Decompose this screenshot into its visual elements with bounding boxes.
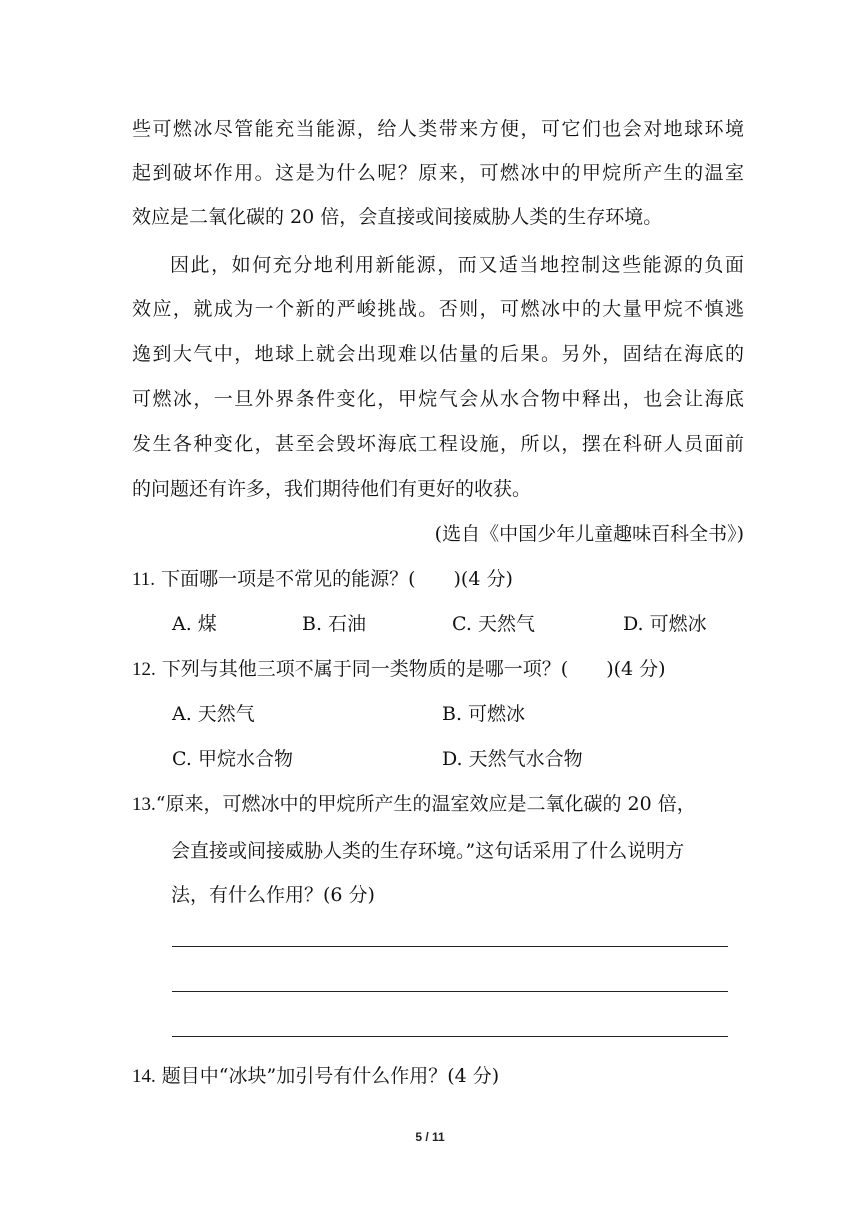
option-c[interactable]: C. 天然气 xyxy=(452,613,535,635)
option-d[interactable]: D. 天然气水合物 xyxy=(442,748,583,770)
question-13 xyxy=(132,792,696,817)
answer-line[interactable] xyxy=(172,1036,728,1037)
passage-line: 效应是二氧化碳的 20 倍，会直接或间接威胁人类的生存环境。 xyxy=(132,206,663,228)
option-b[interactable]: B. 石油 xyxy=(302,613,367,635)
question-text-continued: 会直接或间接威胁人类的生存环境。”这句话采用了什么说明方 xyxy=(171,840,685,862)
question-14 xyxy=(132,1064,499,1089)
question-text: 下面哪一项是不常见的能源？( xyxy=(161,568,416,590)
page-number: 5 / 11 xyxy=(415,1130,445,1144)
question-points: )(4 分) xyxy=(453,568,513,590)
question-number: 11. xyxy=(132,569,156,590)
question-number: 12. xyxy=(132,659,156,680)
passage-source: (选自《中国少年儿童趣味百科全书》) xyxy=(434,523,744,545)
option-a[interactable]: A. 天然气 xyxy=(172,703,255,725)
passage-line: 可燃冰，一旦外界条件变化，甲烷气会从水合物中释出，也会让海底 xyxy=(132,388,744,410)
question-text-continued: 法，有什么作用？(6 分) xyxy=(171,884,375,906)
question-number: 14. xyxy=(132,1066,156,1087)
question-points: )(4 分) xyxy=(606,658,666,680)
passage-line: 起到破坏作用。这是为什么呢？原来，可燃冰中的甲烷所产生的温室 xyxy=(132,162,744,184)
question-text: 下列与其他三项不属于同一类物质的是哪一项？( xyxy=(161,658,569,680)
passage-line: 逸到大气中，地球上就会出现难以估量的后果。另外，固结在海底的 xyxy=(132,343,744,365)
passage-line: 些可燃冰尽管能充当能源，给人类带来方便，可它们也会对地球环境 xyxy=(132,118,744,140)
question-12 xyxy=(132,657,666,682)
question-number: 13. xyxy=(132,794,156,815)
option-c[interactable]: C. 甲烷水合物 xyxy=(172,748,293,770)
option-d[interactable]: D. 可燃冰 xyxy=(623,613,707,635)
passage-line: 发生各种变化，甚至会毁坏海底工程设施，所以，摆在科研人员面前 xyxy=(132,433,744,455)
option-b[interactable]: B. 可燃冰 xyxy=(442,703,526,725)
option-a[interactable]: A. 煤 xyxy=(172,613,217,635)
passage-line: 因此，如何充分地利用新能源，而又适当地控制这些能源的负面 xyxy=(170,254,744,276)
answer-line[interactable] xyxy=(172,946,728,947)
answer-line[interactable] xyxy=(172,991,728,992)
passage-line: 效应，就成为一个新的严峻挑战。否则，可燃冰中的大量甲烷不慎逃 xyxy=(132,298,744,320)
passage-line: 的问题还有许多，我们期待他们有更好的收获。 xyxy=(132,478,532,500)
question-text: 题目中“冰块”加引号有什么作用？(4 分) xyxy=(161,1065,500,1087)
question-text: “原来，可燃冰中的甲烷所产生的温室效应是二氧化碳的 20 倍， xyxy=(155,793,696,815)
question-11 xyxy=(132,567,513,592)
